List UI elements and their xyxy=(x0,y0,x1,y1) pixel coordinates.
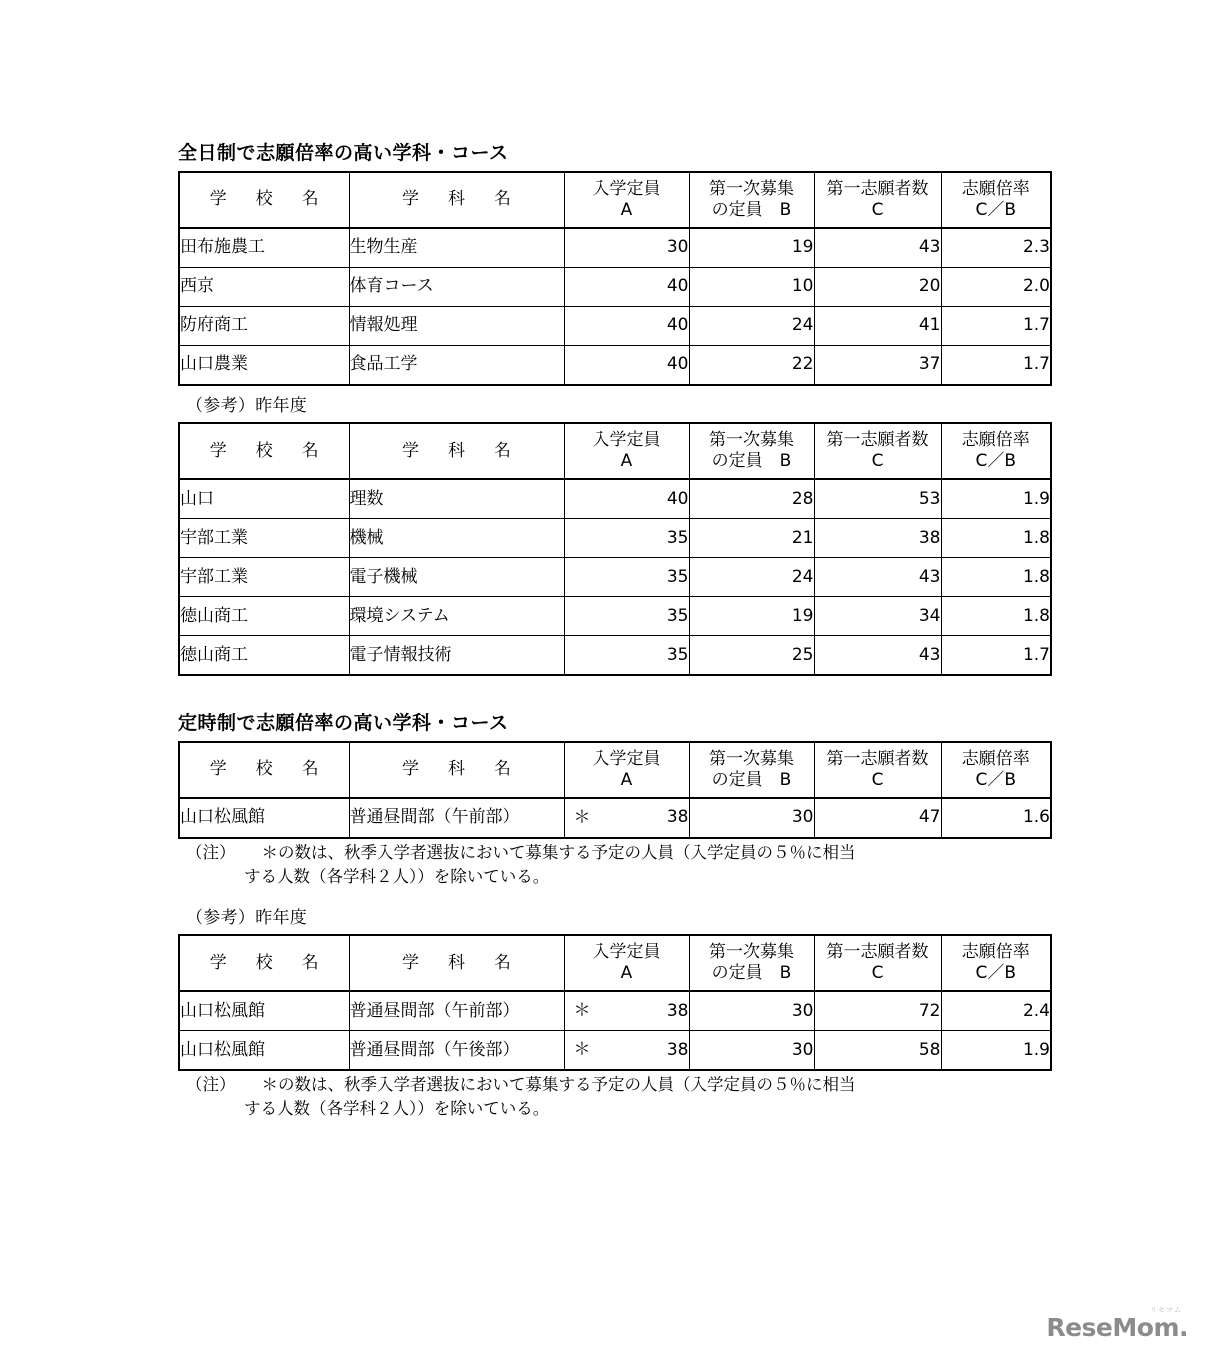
section-heading: 全日制で志願倍率の高い学科・コース xyxy=(178,142,509,164)
column-header-capacity-line1: 入学定員 xyxy=(592,748,661,769)
column-header-school: 学 校 名 xyxy=(179,172,349,228)
cell-course: 生物生産 xyxy=(349,228,564,268)
cell-first-quota: 21 xyxy=(689,519,814,558)
section-fulltime-current xyxy=(178,142,1050,386)
column-header-course: 学 科 名 xyxy=(349,172,564,228)
cell-applicants: 41 xyxy=(814,306,941,345)
asterisk-marker: ＊ xyxy=(573,807,591,828)
cell-capacity-value: 38 xyxy=(666,1039,689,1060)
table-note xyxy=(186,1073,1050,1121)
asterisk-marker: ＊ xyxy=(573,1000,591,1021)
column-header-ratio xyxy=(941,742,1051,798)
cell-school: 山口松風館 xyxy=(179,991,349,1031)
cell-first-quota: 24 xyxy=(689,306,814,345)
cell-ratio: 1.9 xyxy=(941,479,1051,519)
cell-ratio: 1.6 xyxy=(941,798,1051,838)
column-header-course: 学 科 名 xyxy=(349,935,564,991)
column-header-ratio-line1: 志願倍率 xyxy=(961,430,1030,451)
cell-first-quota: 28 xyxy=(689,479,814,519)
note-label: （注） xyxy=(186,1075,236,1095)
cell-first-quota: 30 xyxy=(689,1031,814,1071)
table-row xyxy=(179,991,1051,1031)
column-header-applicants-line2: C xyxy=(871,963,884,984)
cell-ratio: 1.8 xyxy=(941,597,1051,636)
cell-ratio: 1.9 xyxy=(941,1031,1051,1071)
cell-course: 環境システム xyxy=(349,597,564,636)
ratio-table-fulltime-reference xyxy=(178,422,1052,676)
column-header-applicants-line1: 第一志願者数 xyxy=(826,430,929,451)
column-header-ratio-line1: 志願倍率 xyxy=(961,178,1030,199)
cell-capacity xyxy=(564,991,689,1031)
cell-ratio: 1.8 xyxy=(941,519,1051,558)
section-parttime-current xyxy=(178,712,1050,889)
column-header-capacity-line1: 入学定員 xyxy=(592,430,661,451)
column-header-first-quota-line2: の定員 B xyxy=(711,199,792,220)
ratio-table-parttime-reference xyxy=(178,934,1052,1071)
column-header-applicants-line2: C xyxy=(871,199,884,220)
table-header-row xyxy=(179,423,1051,479)
cell-capacity-value: 38 xyxy=(666,807,689,828)
cell-first-quota: 25 xyxy=(689,636,814,676)
cell-school: 徳山商工 xyxy=(179,636,349,676)
column-header-applicants-line1: 第一志願者数 xyxy=(826,178,929,199)
column-header-first-quota-line1: 第一次募集 xyxy=(709,430,794,451)
column-header-ratio-line2: C／B xyxy=(975,769,1017,790)
table-body xyxy=(179,228,1051,385)
column-header-ratio-line2: C／B xyxy=(975,451,1017,472)
column-header-first-quota xyxy=(689,742,814,798)
cell-course: 情報処理 xyxy=(349,306,564,345)
cell-school: 宇部工業 xyxy=(179,519,349,558)
table-body xyxy=(179,479,1051,675)
cell-applicants: 43 xyxy=(814,636,941,676)
column-header-applicants-line1: 第一志願者数 xyxy=(826,942,929,963)
column-header-capacity-line2: A xyxy=(620,963,633,984)
cell-school: 山口松風館 xyxy=(179,1031,349,1071)
column-header-capacity-line1: 入学定員 xyxy=(592,942,661,963)
column-header-first-quota xyxy=(689,172,814,228)
column-header-school: 学 校 名 xyxy=(179,423,349,479)
ratio-table-parttime-current xyxy=(178,741,1052,839)
table-header-row xyxy=(179,935,1051,991)
cell-capacity: 30 xyxy=(564,228,689,268)
table-row xyxy=(179,636,1051,676)
table-note xyxy=(186,841,1050,889)
table-row xyxy=(179,306,1051,345)
column-header-capacity xyxy=(564,935,689,991)
table-header-row xyxy=(179,172,1051,228)
cell-first-quota: 10 xyxy=(689,267,814,306)
cell-applicants: 72 xyxy=(814,991,941,1031)
column-header-applicants-line2: C xyxy=(871,769,884,790)
column-header-applicants-line1: 第一志願者数 xyxy=(826,748,929,769)
column-header-course: 学 科 名 xyxy=(349,423,564,479)
cell-capacity-value: 38 xyxy=(666,1000,689,1021)
cell-applicants: 58 xyxy=(814,1031,941,1071)
column-header-applicants xyxy=(814,423,941,479)
table-row xyxy=(179,519,1051,558)
cell-capacity: 40 xyxy=(564,267,689,306)
column-header-first-quota-line1: 第一次募集 xyxy=(709,942,794,963)
cell-first-quota: 24 xyxy=(689,558,814,597)
cell-applicants: 37 xyxy=(814,345,941,385)
cell-first-quota: 30 xyxy=(689,991,814,1031)
cell-school: 西京 xyxy=(179,267,349,306)
cell-school: 田布施農工 xyxy=(179,228,349,268)
column-header-ratio xyxy=(941,172,1051,228)
cell-school: 防府商工 xyxy=(179,306,349,345)
column-header-capacity-line2: A xyxy=(620,451,633,472)
cell-capacity xyxy=(564,798,689,838)
column-header-capacity-line2: A xyxy=(620,769,633,790)
column-header-ratio-line2: C／B xyxy=(975,199,1017,220)
cell-school: 山口 xyxy=(179,479,349,519)
note-label: （注） xyxy=(186,842,236,862)
cell-ratio: 1.8 xyxy=(941,558,1051,597)
section-heading: （参考）昨年度 xyxy=(186,396,308,416)
cell-capacity: 40 xyxy=(564,306,689,345)
section-parttime-reference xyxy=(178,908,1050,1121)
column-header-applicants xyxy=(814,935,941,991)
column-header-capacity xyxy=(564,742,689,798)
column-header-ratio xyxy=(941,935,1051,991)
cell-course: 体育コース xyxy=(349,267,564,306)
table-header-row xyxy=(179,742,1051,798)
cell-capacity: 35 xyxy=(564,636,689,676)
note-line1: ＊の数は、秋季入学者選抜において募集する予定の人員（入学定員の５％に相当 xyxy=(261,842,856,862)
ratio-table-fulltime-current xyxy=(178,171,1052,386)
table-body xyxy=(179,798,1051,838)
table-row xyxy=(179,345,1051,385)
cell-school: 宇部工業 xyxy=(179,558,349,597)
cell-first-quota: 30 xyxy=(689,798,814,838)
column-header-first-quota-line2: の定員 B xyxy=(711,963,792,984)
table-row xyxy=(179,558,1051,597)
cell-course: 電子情報技術 xyxy=(349,636,564,676)
table-body xyxy=(179,991,1051,1070)
cell-ratio: 1.7 xyxy=(941,636,1051,676)
cell-course: 普通昼間部（午前部） xyxy=(349,991,564,1031)
cell-school: 徳山商工 xyxy=(179,597,349,636)
cell-capacity xyxy=(564,1031,689,1071)
cell-first-quota: 19 xyxy=(689,228,814,268)
cell-first-quota: 19 xyxy=(689,597,814,636)
cell-course: 食品工学 xyxy=(349,345,564,385)
table-row xyxy=(179,1031,1051,1071)
cell-applicants: 38 xyxy=(814,519,941,558)
column-header-first-quota-line1: 第一次募集 xyxy=(709,748,794,769)
cell-applicants: 53 xyxy=(814,479,941,519)
column-header-applicants-line2: C xyxy=(871,451,884,472)
column-header-capacity xyxy=(564,423,689,479)
column-header-school: 学 校 名 xyxy=(179,742,349,798)
column-header-applicants xyxy=(814,172,941,228)
cell-applicants: 43 xyxy=(814,558,941,597)
note-line2: する人数（各学科２人））を除いている。 xyxy=(244,866,550,886)
table-row xyxy=(179,267,1051,306)
watermark-ruby: リセマム xyxy=(1150,1306,1182,1314)
cell-applicants: 34 xyxy=(814,597,941,636)
cell-course: 普通昼間部（午前部） xyxy=(349,798,564,838)
cell-course: 普通昼間部（午後部） xyxy=(349,1031,564,1071)
asterisk-marker: ＊ xyxy=(573,1039,591,1060)
table-row xyxy=(179,597,1051,636)
column-header-capacity-line1: 入学定員 xyxy=(592,178,661,199)
cell-capacity: 35 xyxy=(564,597,689,636)
column-header-first-quota-line1: 第一次募集 xyxy=(709,178,794,199)
column-header-ratio-line2: C／B xyxy=(975,963,1017,984)
cell-ratio: 1.7 xyxy=(941,345,1051,385)
column-header-ratio-line1: 志願倍率 xyxy=(961,942,1030,963)
column-header-first-quota-line2: の定員 B xyxy=(711,769,792,790)
section-heading: （参考）昨年度 xyxy=(186,908,308,928)
cell-school: 山口農業 xyxy=(179,345,349,385)
section-fulltime-reference xyxy=(178,396,1050,676)
note-line1: ＊の数は、秋季入学者選抜において募集する予定の人員（入学定員の５％に相当 xyxy=(261,1075,856,1095)
cell-applicants: 47 xyxy=(814,798,941,838)
cell-school: 山口松風館 xyxy=(179,798,349,838)
section-heading: 定時制で志願倍率の高い学科・コース xyxy=(178,712,509,734)
column-header-ratio-line1: 志願倍率 xyxy=(961,748,1030,769)
cell-course: 電子機械 xyxy=(349,558,564,597)
resemom-watermark xyxy=(1046,1305,1188,1342)
column-header-school: 学 校 名 xyxy=(179,935,349,991)
column-header-course: 学 科 名 xyxy=(349,742,564,798)
column-header-capacity xyxy=(564,172,689,228)
table-row xyxy=(179,228,1051,268)
cell-course: 理数 xyxy=(349,479,564,519)
cell-capacity: 35 xyxy=(564,558,689,597)
table-row xyxy=(179,479,1051,519)
cell-ratio: 1.7 xyxy=(941,306,1051,345)
cell-course: 機械 xyxy=(349,519,564,558)
column-header-first-quota-line2: の定員 B xyxy=(711,451,792,472)
cell-capacity: 40 xyxy=(564,345,689,385)
cell-first-quota: 22 xyxy=(689,345,814,385)
cell-capacity: 40 xyxy=(564,479,689,519)
cell-ratio: 2.4 xyxy=(941,991,1051,1031)
column-header-ratio xyxy=(941,423,1051,479)
note-line2: する人数（各学科２人））を除いている。 xyxy=(244,1099,550,1119)
watermark-brand: ReseMom. xyxy=(1046,1313,1188,1342)
table-row xyxy=(179,798,1051,838)
column-header-first-quota xyxy=(689,935,814,991)
column-header-applicants xyxy=(814,742,941,798)
cell-applicants: 20 xyxy=(814,267,941,306)
cell-ratio: 2.0 xyxy=(941,267,1051,306)
column-header-first-quota xyxy=(689,423,814,479)
column-header-capacity-line2: A xyxy=(620,199,633,220)
cell-capacity: 35 xyxy=(564,519,689,558)
cell-ratio: 2.3 xyxy=(941,228,1051,268)
cell-applicants: 43 xyxy=(814,228,941,268)
